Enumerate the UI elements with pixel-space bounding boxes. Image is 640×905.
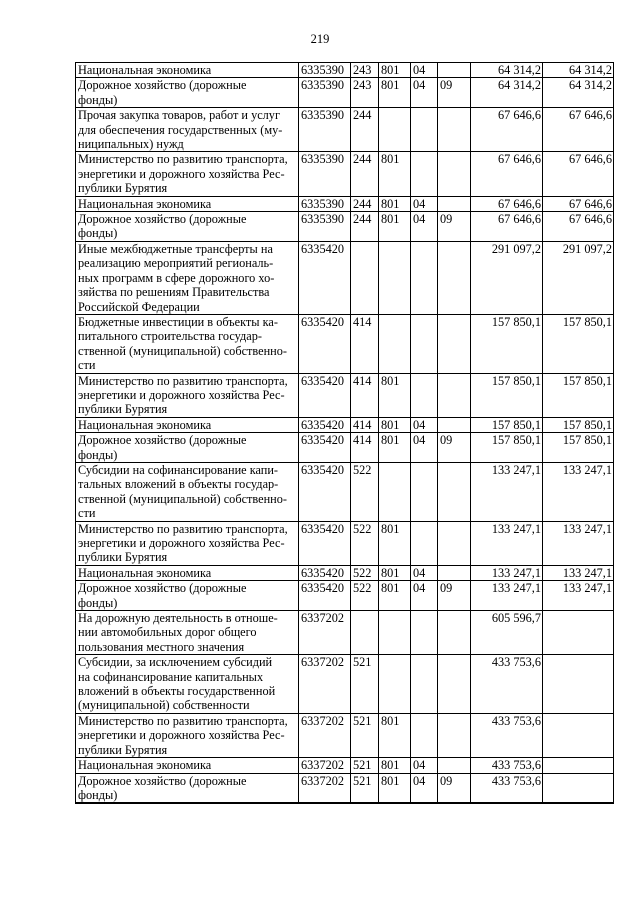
amount-1: 433 753,6 bbox=[471, 713, 543, 757]
amount-2: 133 247,1 bbox=[543, 581, 614, 611]
amount-1: 64 314,2 bbox=[471, 78, 543, 108]
row-name: Национальная экономика bbox=[76, 63, 299, 78]
ministry-code bbox=[379, 611, 411, 655]
expense-type: 244 bbox=[351, 108, 379, 152]
table-row bbox=[76, 433, 614, 463]
expense-type: 243 bbox=[351, 78, 379, 108]
expense-type: 243 bbox=[351, 63, 379, 78]
expense-type bbox=[351, 611, 379, 655]
target-code: 6335390 bbox=[299, 196, 351, 211]
expense-type: 414 bbox=[351, 433, 379, 463]
amount-2: 133 247,1 bbox=[543, 521, 614, 565]
ministry-code: 801 bbox=[379, 417, 411, 432]
table-row bbox=[76, 713, 614, 757]
amount-1: 433 753,6 bbox=[471, 655, 543, 714]
table-row bbox=[76, 773, 614, 803]
row-name: Министерство по развитию транспорта, энергетики и дорожного хозяйства Рес- публики Бурятия bbox=[76, 152, 299, 196]
ministry-code bbox=[379, 108, 411, 152]
target-code: 6337202 bbox=[299, 713, 351, 757]
expense-type: 414 bbox=[351, 417, 379, 432]
row-name: Национальная экономика bbox=[76, 417, 299, 432]
target-code: 6337202 bbox=[299, 611, 351, 655]
row-name: Иные межбюджетные трансферты на реализацию мероприятий региональ- ных программ в сфере дорожного хо- зяйства по решениям Правительства Российской Федерации bbox=[76, 241, 299, 314]
section-code bbox=[411, 108, 438, 152]
subsection-code bbox=[438, 108, 471, 152]
expense-type bbox=[351, 241, 379, 314]
amount-1: 133 247,1 bbox=[471, 581, 543, 611]
table-row bbox=[76, 314, 614, 373]
section-code: 04 bbox=[411, 758, 438, 773]
amount-1: 433 753,6 bbox=[471, 758, 543, 773]
table-row bbox=[76, 611, 614, 655]
table-row bbox=[76, 462, 614, 521]
target-code: 6335420 bbox=[299, 241, 351, 314]
expense-type: 244 bbox=[351, 152, 379, 196]
ministry-code: 801 bbox=[379, 581, 411, 611]
table-row bbox=[76, 212, 614, 242]
expense-type: 522 bbox=[351, 565, 379, 580]
ministry-code: 801 bbox=[379, 78, 411, 108]
target-code: 6337202 bbox=[299, 758, 351, 773]
section-code: 04 bbox=[411, 581, 438, 611]
subsection-code bbox=[438, 611, 471, 655]
amount-1: 157 850,1 bbox=[471, 314, 543, 373]
amount-1: 605 596,7 bbox=[471, 611, 543, 655]
table-row bbox=[76, 521, 614, 565]
subsection-code: 09 bbox=[438, 78, 471, 108]
ministry-code bbox=[379, 241, 411, 314]
amount-1: 67 646,6 bbox=[471, 196, 543, 211]
section-code bbox=[411, 373, 438, 417]
amount-1: 67 646,6 bbox=[471, 108, 543, 152]
subsection-code: 09 bbox=[438, 773, 471, 803]
amount-2: 157 850,1 bbox=[543, 417, 614, 432]
amount-1: 64 314,2 bbox=[471, 63, 543, 78]
expense-type: 522 bbox=[351, 462, 379, 521]
section-code bbox=[411, 655, 438, 714]
ministry-code: 801 bbox=[379, 212, 411, 242]
target-code: 6335420 bbox=[299, 521, 351, 565]
amount-2: 133 247,1 bbox=[543, 462, 614, 521]
section-code bbox=[411, 462, 438, 521]
amount-2: 157 850,1 bbox=[543, 373, 614, 417]
target-code: 6335390 bbox=[299, 212, 351, 242]
ministry-code: 801 bbox=[379, 758, 411, 773]
section-code bbox=[411, 314, 438, 373]
table-row bbox=[76, 758, 614, 773]
row-name: Прочая закупка товаров, работ и услуг для обеспечения государственных (му- ниципальных) нужд bbox=[76, 108, 299, 152]
section-code: 04 bbox=[411, 196, 438, 211]
budget-table bbox=[75, 62, 614, 804]
subsection-code bbox=[438, 196, 471, 211]
subsection-code bbox=[438, 373, 471, 417]
target-code: 6337202 bbox=[299, 773, 351, 803]
amount-2: 64 314,2 bbox=[543, 63, 614, 78]
ministry-code: 801 bbox=[379, 713, 411, 757]
amount-2 bbox=[543, 713, 614, 757]
amount-2 bbox=[543, 773, 614, 803]
subsection-code bbox=[438, 314, 471, 373]
row-name: Дорожное хозяйство (дорожные фонды) bbox=[76, 212, 299, 242]
table-row bbox=[76, 196, 614, 211]
amount-1: 67 646,6 bbox=[471, 152, 543, 196]
table-row bbox=[76, 241, 614, 314]
row-name: Дорожное хозяйство (дорожные фонды) bbox=[76, 78, 299, 108]
amount-1: 157 850,1 bbox=[471, 433, 543, 463]
row-name: Дорожное хозяйство (дорожные фонды) bbox=[76, 773, 299, 803]
section-code bbox=[411, 521, 438, 565]
row-name: На дорожную деятельность в отноше- нии автомобильных дорог общего пользования местного значения bbox=[76, 611, 299, 655]
ministry-code: 801 bbox=[379, 433, 411, 463]
row-name: Министерство по развитию транспорта, энергетики и дорожного хозяйства Рес- публики Бурятия bbox=[76, 521, 299, 565]
table-row bbox=[76, 152, 614, 196]
amount-2: 133 247,1 bbox=[543, 565, 614, 580]
expense-type: 521 bbox=[351, 773, 379, 803]
row-name: Национальная экономика bbox=[76, 565, 299, 580]
subsection-code bbox=[438, 655, 471, 714]
expense-type: 244 bbox=[351, 196, 379, 211]
row-name: Дорожное хозяйство (дорожные фонды) bbox=[76, 581, 299, 611]
amount-2: 64 314,2 bbox=[543, 78, 614, 108]
row-name: Бюджетные инвестиции в объекты ка- питального строительства государ- ственной (муниципальной) собственно- сти bbox=[76, 314, 299, 373]
ministry-code: 801 bbox=[379, 63, 411, 78]
table-row bbox=[76, 63, 614, 78]
expense-type: 521 bbox=[351, 713, 379, 757]
amount-2: 67 646,6 bbox=[543, 108, 614, 152]
table-row bbox=[76, 417, 614, 432]
ministry-code bbox=[379, 655, 411, 714]
subsection-code bbox=[438, 417, 471, 432]
ministry-code: 801 bbox=[379, 373, 411, 417]
target-code: 6335420 bbox=[299, 373, 351, 417]
row-name: Дорожное хозяйство (дорожные фонды) bbox=[76, 433, 299, 463]
amount-1: 291 097,2 bbox=[471, 241, 543, 314]
table-row bbox=[76, 581, 614, 611]
amount-2 bbox=[543, 655, 614, 714]
target-code: 6335420 bbox=[299, 581, 351, 611]
expense-type: 522 bbox=[351, 581, 379, 611]
section-code: 04 bbox=[411, 63, 438, 78]
subsection-code: 09 bbox=[438, 433, 471, 463]
target-code: 6335420 bbox=[299, 462, 351, 521]
subsection-code bbox=[438, 63, 471, 78]
amount-2: 67 646,6 bbox=[543, 196, 614, 211]
target-code: 6335390 bbox=[299, 63, 351, 78]
section-code: 04 bbox=[411, 212, 438, 242]
row-name: Субсидии, за исключением субсидий на софинансирование капитальных вложений в объекты государственной (муниципальной) собственности bbox=[76, 655, 299, 714]
amount-2 bbox=[543, 611, 614, 655]
expense-type: 414 bbox=[351, 373, 379, 417]
amount-2: 67 646,6 bbox=[543, 212, 614, 242]
ministry-code: 801 bbox=[379, 196, 411, 211]
amount-1: 157 850,1 bbox=[471, 417, 543, 432]
subsection-code bbox=[438, 241, 471, 314]
section-code bbox=[411, 241, 438, 314]
section-code: 04 bbox=[411, 78, 438, 108]
amount-1: 133 247,1 bbox=[471, 521, 543, 565]
expense-type: 521 bbox=[351, 655, 379, 714]
row-name: Субсидии на софинансирование капи- тальных вложений в объекты государ- ственной (муниципальной) собственно- сти bbox=[76, 462, 299, 521]
subsection-code bbox=[438, 713, 471, 757]
expense-type: 244 bbox=[351, 212, 379, 242]
ministry-code bbox=[379, 462, 411, 521]
row-name: Министерство по развитию транспорта, энергетики и дорожного хозяйства Рес- публики Бурятия bbox=[76, 373, 299, 417]
table-row bbox=[76, 565, 614, 580]
target-code: 6335420 bbox=[299, 565, 351, 580]
target-code: 6335390 bbox=[299, 108, 351, 152]
subsection-code bbox=[438, 565, 471, 580]
section-code: 04 bbox=[411, 773, 438, 803]
subsection-code bbox=[438, 521, 471, 565]
row-name: Министерство по развитию транспорта, энергетики и дорожного хозяйства Рес- публики Бурятия bbox=[76, 713, 299, 757]
target-code: 6335420 bbox=[299, 433, 351, 463]
amount-1: 433 753,6 bbox=[471, 773, 543, 803]
ministry-code: 801 bbox=[379, 773, 411, 803]
amount-2: 157 850,1 bbox=[543, 433, 614, 463]
target-code: 6335420 bbox=[299, 314, 351, 373]
expense-type: 414 bbox=[351, 314, 379, 373]
section-code bbox=[411, 611, 438, 655]
subsection-code bbox=[438, 758, 471, 773]
ministry-code: 801 bbox=[379, 152, 411, 196]
row-name: Национальная экономика bbox=[76, 196, 299, 211]
table-row bbox=[76, 373, 614, 417]
amount-1: 133 247,1 bbox=[471, 565, 543, 580]
table-row bbox=[76, 655, 614, 714]
ministry-code bbox=[379, 314, 411, 373]
subsection-code: 09 bbox=[438, 212, 471, 242]
amount-1: 133 247,1 bbox=[471, 462, 543, 521]
ministry-code: 801 bbox=[379, 565, 411, 580]
subsection-code bbox=[438, 152, 471, 196]
amount-2: 67 646,6 bbox=[543, 152, 614, 196]
subsection-code bbox=[438, 462, 471, 521]
section-code: 04 bbox=[411, 433, 438, 463]
expense-type: 521 bbox=[351, 758, 379, 773]
subsection-code: 09 bbox=[438, 581, 471, 611]
table-row bbox=[76, 78, 614, 108]
amount-1: 157 850,1 bbox=[471, 373, 543, 417]
target-code: 6337202 bbox=[299, 655, 351, 714]
target-code: 6335420 bbox=[299, 417, 351, 432]
table-row bbox=[76, 108, 614, 152]
amount-1: 67 646,6 bbox=[471, 212, 543, 242]
target-code: 6335390 bbox=[299, 78, 351, 108]
expense-type: 522 bbox=[351, 521, 379, 565]
section-code: 04 bbox=[411, 417, 438, 432]
target-code: 6335390 bbox=[299, 152, 351, 196]
page-number: 219 bbox=[310, 32, 330, 46]
amount-2: 291 097,2 bbox=[543, 241, 614, 314]
section-code bbox=[411, 713, 438, 757]
row-name: Национальная экономика bbox=[76, 758, 299, 773]
amount-2: 157 850,1 bbox=[543, 314, 614, 373]
ministry-code: 801 bbox=[379, 521, 411, 565]
section-code: 04 bbox=[411, 565, 438, 580]
amount-2 bbox=[543, 758, 614, 773]
section-code bbox=[411, 152, 438, 196]
